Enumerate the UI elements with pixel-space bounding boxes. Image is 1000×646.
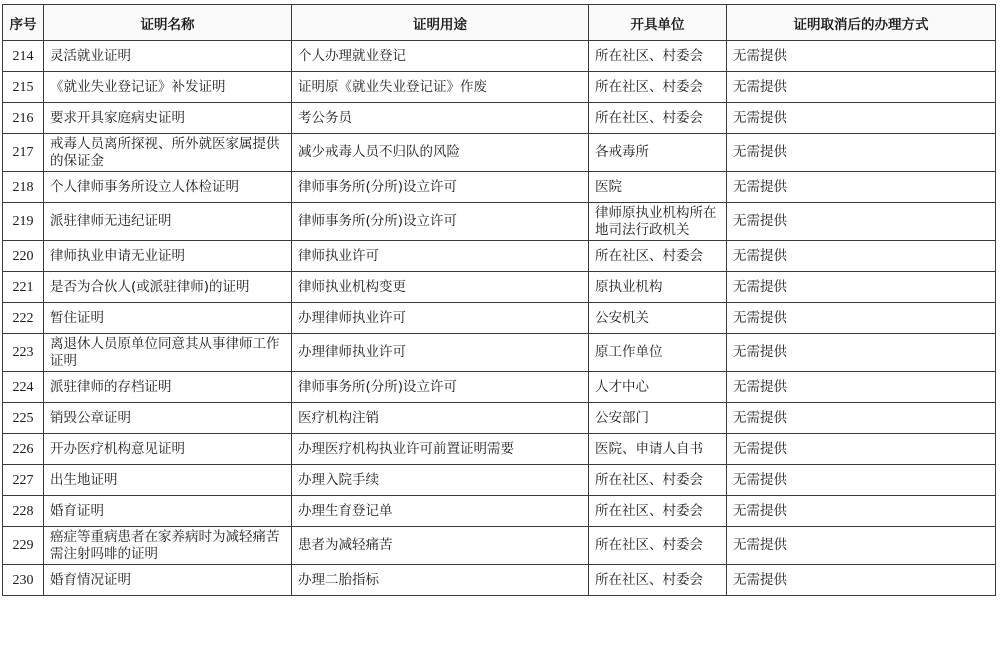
cell-certificate-name: 癌症等重病患者在家养病时为减轻痛苦需注射吗啡的证明: [44, 527, 292, 565]
cell-issuing-unit: 公安机关: [589, 303, 727, 334]
header-issuing-unit: 开具单位: [589, 5, 727, 41]
table-row: [3, 41, 996, 72]
table-row: [3, 303, 996, 334]
table-row: [3, 103, 996, 134]
cell-issuing-unit: 各戒毒所: [589, 134, 727, 172]
cell-serial-number: 229: [3, 527, 44, 565]
cell-certificate-name: 《就业失业登记证》补发证明: [44, 72, 292, 103]
cell-handling-after-cancel: 无需提供: [727, 334, 996, 372]
cell-handling-after-cancel: 无需提供: [727, 565, 996, 596]
cell-issuing-unit: 所在社区、村委会: [589, 103, 727, 134]
cell-certificate-use: 办理医疗机构执业许可前置证明需要: [292, 434, 589, 465]
cell-issuing-unit: 人才中心: [589, 372, 727, 403]
cell-serial-number: 226: [3, 434, 44, 465]
cell-issuing-unit: 所在社区、村委会: [589, 41, 727, 72]
cell-certificate-use: 医疗机构注销: [292, 403, 589, 434]
table-header-row: [3, 5, 996, 41]
cell-handling-after-cancel: 无需提供: [727, 403, 996, 434]
cell-certificate-use: 办理二胎指标: [292, 565, 589, 596]
header-certificate-name: 证明名称: [44, 5, 292, 41]
cell-handling-after-cancel: 无需提供: [727, 41, 996, 72]
cell-certificate-name: 出生地证明: [44, 465, 292, 496]
cell-certificate-name: 婚育证明: [44, 496, 292, 527]
cell-serial-number: 222: [3, 303, 44, 334]
cell-issuing-unit: 律师原执业机构所在地司法行政机关: [589, 203, 727, 241]
table-row: [3, 72, 996, 103]
cell-certificate-use: 减少戒毒人员不归队的风险: [292, 134, 589, 172]
cell-issuing-unit: 原执业机构: [589, 272, 727, 303]
certificate-table-page: [2, 4, 995, 596]
cell-handling-after-cancel: 无需提供: [727, 465, 996, 496]
cell-certificate-name: 是否为合伙人(或派驻律师)的证明: [44, 272, 292, 303]
cell-certificate-name: 派驻律师的存档证明: [44, 372, 292, 403]
certificate-table: [2, 4, 996, 596]
cell-issuing-unit: 所在社区、村委会: [589, 465, 727, 496]
table-row: [3, 134, 996, 172]
cell-serial-number: 224: [3, 372, 44, 403]
table-row: [3, 527, 996, 565]
cell-handling-after-cancel: 无需提供: [727, 241, 996, 272]
cell-serial-number: 220: [3, 241, 44, 272]
cell-serial-number: 230: [3, 565, 44, 596]
cell-certificate-use: 律师执业机构变更: [292, 272, 589, 303]
cell-issuing-unit: 医院: [589, 172, 727, 203]
header-serial-number: 序号: [3, 5, 44, 41]
cell-issuing-unit: 所在社区、村委会: [589, 241, 727, 272]
cell-certificate-use: 办理入院手续: [292, 465, 589, 496]
cell-handling-after-cancel: 无需提供: [727, 72, 996, 103]
table-row: [3, 403, 996, 434]
cell-handling-after-cancel: 无需提供: [727, 103, 996, 134]
cell-issuing-unit: 原工作单位: [589, 334, 727, 372]
table-row: [3, 372, 996, 403]
cell-handling-after-cancel: 无需提供: [727, 172, 996, 203]
cell-certificate-name: 婚育情况证明: [44, 565, 292, 596]
cell-certificate-name: 销毁公章证明: [44, 403, 292, 434]
cell-issuing-unit: 医院、申请人自书: [589, 434, 727, 465]
cell-certificate-use: 办理律师执业许可: [292, 303, 589, 334]
cell-serial-number: 225: [3, 403, 44, 434]
cell-certificate-use: 办理律师执业许可: [292, 334, 589, 372]
cell-handling-after-cancel: 无需提供: [727, 496, 996, 527]
cell-certificate-name: 戒毒人员离所探视、所外就医家属提供的保证金: [44, 134, 292, 172]
table-row: [3, 434, 996, 465]
cell-serial-number: 214: [3, 41, 44, 72]
cell-certificate-use: 律师事务所(分所)设立许可: [292, 203, 589, 241]
header-handling-after-cancel: 证明取消后的办理方式: [727, 5, 996, 41]
table-row: [3, 565, 996, 596]
cell-certificate-use: 考公务员: [292, 103, 589, 134]
cell-certificate-use: 证明原《就业失业登记证》作废: [292, 72, 589, 103]
table-row: [3, 496, 996, 527]
cell-certificate-name: 要求开具家庭病史证明: [44, 103, 292, 134]
cell-certificate-use: 办理生育登记单: [292, 496, 589, 527]
cell-issuing-unit: 所在社区、村委会: [589, 72, 727, 103]
cell-handling-after-cancel: 无需提供: [727, 434, 996, 465]
table-row: [3, 241, 996, 272]
cell-handling-after-cancel: 无需提供: [727, 272, 996, 303]
cell-handling-after-cancel: 无需提供: [727, 134, 996, 172]
cell-serial-number: 219: [3, 203, 44, 241]
cell-handling-after-cancel: 无需提供: [727, 303, 996, 334]
cell-issuing-unit: 所在社区、村委会: [589, 527, 727, 565]
cell-serial-number: 227: [3, 465, 44, 496]
cell-serial-number: 215: [3, 72, 44, 103]
cell-certificate-use: 律师事务所(分所)设立许可: [292, 372, 589, 403]
cell-certificate-name: 暂住证明: [44, 303, 292, 334]
cell-certificate-use: 律师事务所(分所)设立许可: [292, 172, 589, 203]
cell-certificate-name: 开办医疗机构意见证明: [44, 434, 292, 465]
cell-certificate-name: 律师执业申请无业证明: [44, 241, 292, 272]
cell-handling-after-cancel: 无需提供: [727, 527, 996, 565]
cell-handling-after-cancel: 无需提供: [727, 372, 996, 403]
table-row: [3, 172, 996, 203]
table-row: [3, 272, 996, 303]
table-row: [3, 334, 996, 372]
cell-serial-number: 216: [3, 103, 44, 134]
cell-serial-number: 218: [3, 172, 44, 203]
cell-certificate-use: 个人办理就业登记: [292, 41, 589, 72]
cell-issuing-unit: 所在社区、村委会: [589, 496, 727, 527]
cell-certificate-name: 派驻律师无违纪证明: [44, 203, 292, 241]
cell-certificate-name: 灵活就业证明: [44, 41, 292, 72]
cell-issuing-unit: 公安部门: [589, 403, 727, 434]
table-row: [3, 203, 996, 241]
cell-serial-number: 223: [3, 334, 44, 372]
cell-serial-number: 217: [3, 134, 44, 172]
cell-certificate-name: 离退休人员原单位同意其从事律师工作证明: [44, 334, 292, 372]
cell-certificate-use: 患者为减轻痛苦: [292, 527, 589, 565]
cell-certificate-use: 律师执业许可: [292, 241, 589, 272]
cell-issuing-unit: 所在社区、村委会: [589, 565, 727, 596]
cell-serial-number: 228: [3, 496, 44, 527]
header-certificate-use: 证明用途: [292, 5, 589, 41]
cell-certificate-name: 个人律师事务所设立人体检证明: [44, 172, 292, 203]
cell-handling-after-cancel: 无需提供: [727, 203, 996, 241]
table-row: [3, 465, 996, 496]
cell-serial-number: 221: [3, 272, 44, 303]
